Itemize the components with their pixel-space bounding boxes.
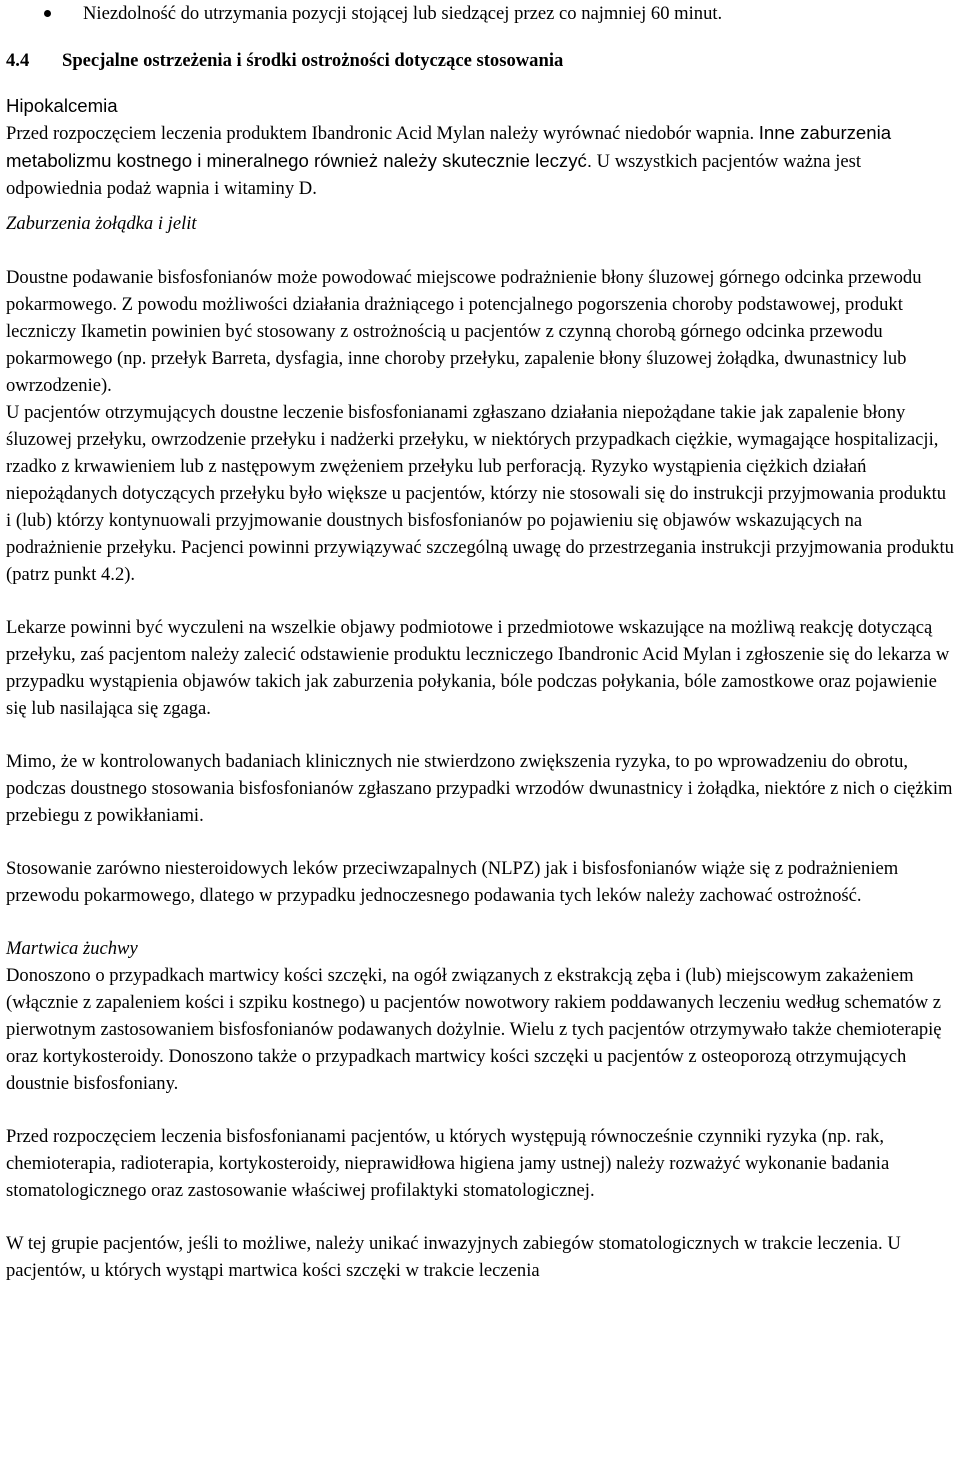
onj-paragraph-1: Donoszono o przypadkach martwicy kości szczęki, na ogół związanych z ekstrakcją zęba i (lub) miejscowym zakażeniem (włącznie z zapaleniem kości i szpiku kostnego) u pacjentów nowotwory rakiem poddawanych leczeniu według schematów z pierwotnym zastosowaniem bisfosfonianów podawanych dożylnie. Wielu z tych pacjentów otrzymywało także chemioterapię oraz kortykosteroidy. Donoszono także o przypadkach martwicy kości szczęki u pacjentów z osteoporozą otrzymujących doustnie bisfosfoniany. <box>6 965 942 1094</box>
hypocalcemia-text-1: Przed rozpoczęciem leczenia produktem Ibandronic Acid Mylan należy wyrównać niedobór wapnia. <box>6 123 755 144</box>
bullet-item <box>6 0 954 27</box>
bullet-dot-icon <box>44 10 51 17</box>
section-heading <box>6 47 954 74</box>
hypocalcemia-text-2: Inne zaburzenia metabolizmu kostnego i mineralnego również należy skutecznie leczyć. <box>6 122 892 171</box>
bullet-item-text: Niezdolność do utrzymania pozycji stojącej lub siedzącej przez co najmniej 60 minut. <box>83 3 723 24</box>
gi-heading: Zaburzenia żołądka i jelit <box>6 213 197 234</box>
section-title: Specjalne ostrzeżenia i środki ostrożności dotyczące stosowania <box>62 50 564 71</box>
hypocalcemia-heading: Hipokalcemia <box>6 95 118 116</box>
onj-paragraph-2: Przed rozpoczęciem leczenia bisfosfonianami pacjentów, u których występują równocześnie czynniki ryzyka (np. rak, chemioterapia, radioterapia, kortykosteroidy, nieprawidłowa higiena jamy ustnej) należy rozważyć wykonanie badania stomatologicznego oraz zastosowanie właściwej profilaktyki stomatologicznej. <box>6 1126 890 1201</box>
hypocalcemia-paragraph <box>6 119 954 202</box>
onj-paragraph-3: W tej grupie pacjentów, jeśli to możliwe, należy unikać inwazyjnych zabiegów stomatologicznych w trakcie leczenia. U pacjentów, u których wystąpi martwica kości szczęki w trakcie leczenia <box>6 1233 901 1281</box>
section-number: 4.4 <box>6 50 30 71</box>
onj-heading: Martwica żuchwy <box>6 938 138 959</box>
gi-paragraph-5: Stosowanie zarówno niesteroidowych leków przeciwzapalnych (NLPZ) jak i bisfosfonianów wiąże się z podrażnieniem przewodu pokarmowego, dlatego w przypadku jednoczesnego podawania tych leków należy zachować ostrożność. <box>6 858 899 906</box>
gi-paragraph-2: U pacjentów otrzymujących doustne leczenie bisfosfonianami zgłaszano działania niepożądane takie jak zapalenie błony śluzowej przełyku, owrzodzenie przełyku i nadżerki przełyku, w niektórych przypadkach ciężkie, wymagające hospitalizacji, rzadko z krwawieniem lub z następowym zwężeniem przełyku lub perforacją. Ryzyko wystąpienia ciężkich działań niepożądanych dotyczących przełyku było większe u pacjentów, którzy nie stosowali się do instrukcji przyjmowania produktu i (lub) którzy kontynuowali przyjmowanie doustnych bisfosfonianów po pojawieniu się objawów wskazujących na podrażnienie przełyku. Pacjenci powinni przywiązywać szczególną uwagę do przestrzegania instrukcji przyjmowania produktu (patrz punkt 4.2). <box>6 402 954 585</box>
gi-paragraph-3: Lekarze powinni być wyczuleni na wszelkie objawy podmiotowe i przedmiotowe wskazujące na możliwą reakcję dotyczącą przełyku, zaś pacjentom należy zalecić odstawienie produktu leczniczego Ibandronic Acid Mylan i zgłoszenie się do lekarza w przypadku wystąpienia objawów takich jak zaburzenia połykania, bóle podczas połykania, bóle zamostkowe oraz pojawienie się lub nasilająca się zgaga. <box>6 617 950 719</box>
gi-paragraph-4: Mimo, że w kontrolowanych badaniach klinicznych nie stwierdzono zwiększenia ryzyka, to po wprowadzeniu do obrotu, podczas doustnego stosowania bisfosfonianów zgłaszano przypadki wrzodów dwunastnicy i żołądka, niektóre z nich o ciężkim przebiegu z powikłaniami. <box>6 751 953 826</box>
hypocalcemia-text-3: U wszystkich pacjentów ważna jest odpowiednia podaż wapnia i witaminy D. <box>6 151 862 199</box>
gi-paragraph-1: Doustne podawanie bisfosfonianów może powodować miejscowe podrażnienie błony śluzowej górnego odcinka przewodu pokarmowego. Z powodu możliwości działania drażniącego i potencjalnego pogorszenia choroby podstawowej, produkt leczniczy Ikametin powinien być stosowany z ostrożnością u pacjentów z czynną chorobą górnego odcinka przewodu pokarmowego (np. przełyk Barreta, dysfagia, inne choroby przełyku, zapalenie błony śluzowej żołądka, dwunastnicy lub owrzodzenie). <box>6 267 922 396</box>
